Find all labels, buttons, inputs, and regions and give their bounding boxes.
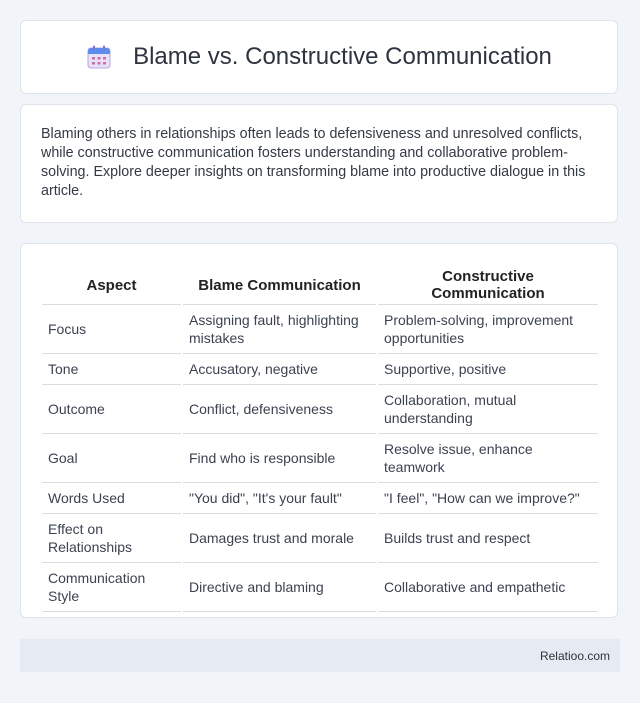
table-cell: Problem-solving, improvement opportunities <box>378 305 598 354</box>
table-cell: Effect on Relationships <box>42 514 181 563</box>
table-card <box>20 243 618 618</box>
calendar-icon <box>86 44 112 70</box>
table-cell: "You did", "It's your fault" <box>183 483 376 514</box>
column-header-constructive: Constructive Communication <box>378 262 598 305</box>
table-row <box>42 305 598 354</box>
table-cell: Directive and blaming <box>183 563 376 612</box>
table-row <box>42 514 598 563</box>
table-cell: Conflict, defensiveness <box>183 385 376 434</box>
table-cell: Collaboration, mutual understanding <box>378 385 598 434</box>
table-row <box>42 563 598 612</box>
title-card <box>20 20 618 94</box>
table-cell: Words Used <box>42 483 181 514</box>
table-cell: Assigning fault, highlighting mistakes <box>183 305 376 354</box>
intro-card <box>20 104 618 223</box>
table-cell: Supportive, positive <box>378 354 598 385</box>
comparison-table <box>40 262 600 612</box>
table-cell: Damages trust and morale <box>183 514 376 563</box>
table-cell: Tone <box>42 354 181 385</box>
page-title: Blame vs. Constructive Communication <box>133 43 552 70</box>
table-cell: Focus <box>42 305 181 354</box>
column-header-aspect: Aspect <box>42 262 181 305</box>
table-row <box>42 434 598 483</box>
table-cell: Communication Style <box>42 563 181 612</box>
table-row <box>42 385 598 434</box>
table-cell: Builds trust and respect <box>378 514 598 563</box>
table-cell: Outcome <box>42 385 181 434</box>
footer <box>20 639 620 672</box>
table-cell: "I feel", "How can we improve?" <box>378 483 598 514</box>
table-cell: Accusatory, negative <box>183 354 376 385</box>
table-row <box>42 354 598 385</box>
intro-text: Blaming others in relationships often leads to defensiveness and unresolved conflicts, while constructive communication fosters understanding and collaborative problem-solving. Explore deeper insights on transforming blame into productive dialogue in this article. <box>41 126 586 199</box>
table-cell: Find who is responsible <box>183 434 376 483</box>
table-cell: Goal <box>42 434 181 483</box>
table-cell: Resolve issue, enhance teamwork <box>378 434 598 483</box>
table-header-row <box>42 262 598 305</box>
footer-site-name: Relatioo.com <box>539 648 610 663</box>
column-header-blame: Blame Communication <box>183 262 376 305</box>
table-cell: Collaborative and empathetic <box>378 563 598 612</box>
table-row <box>42 483 598 514</box>
